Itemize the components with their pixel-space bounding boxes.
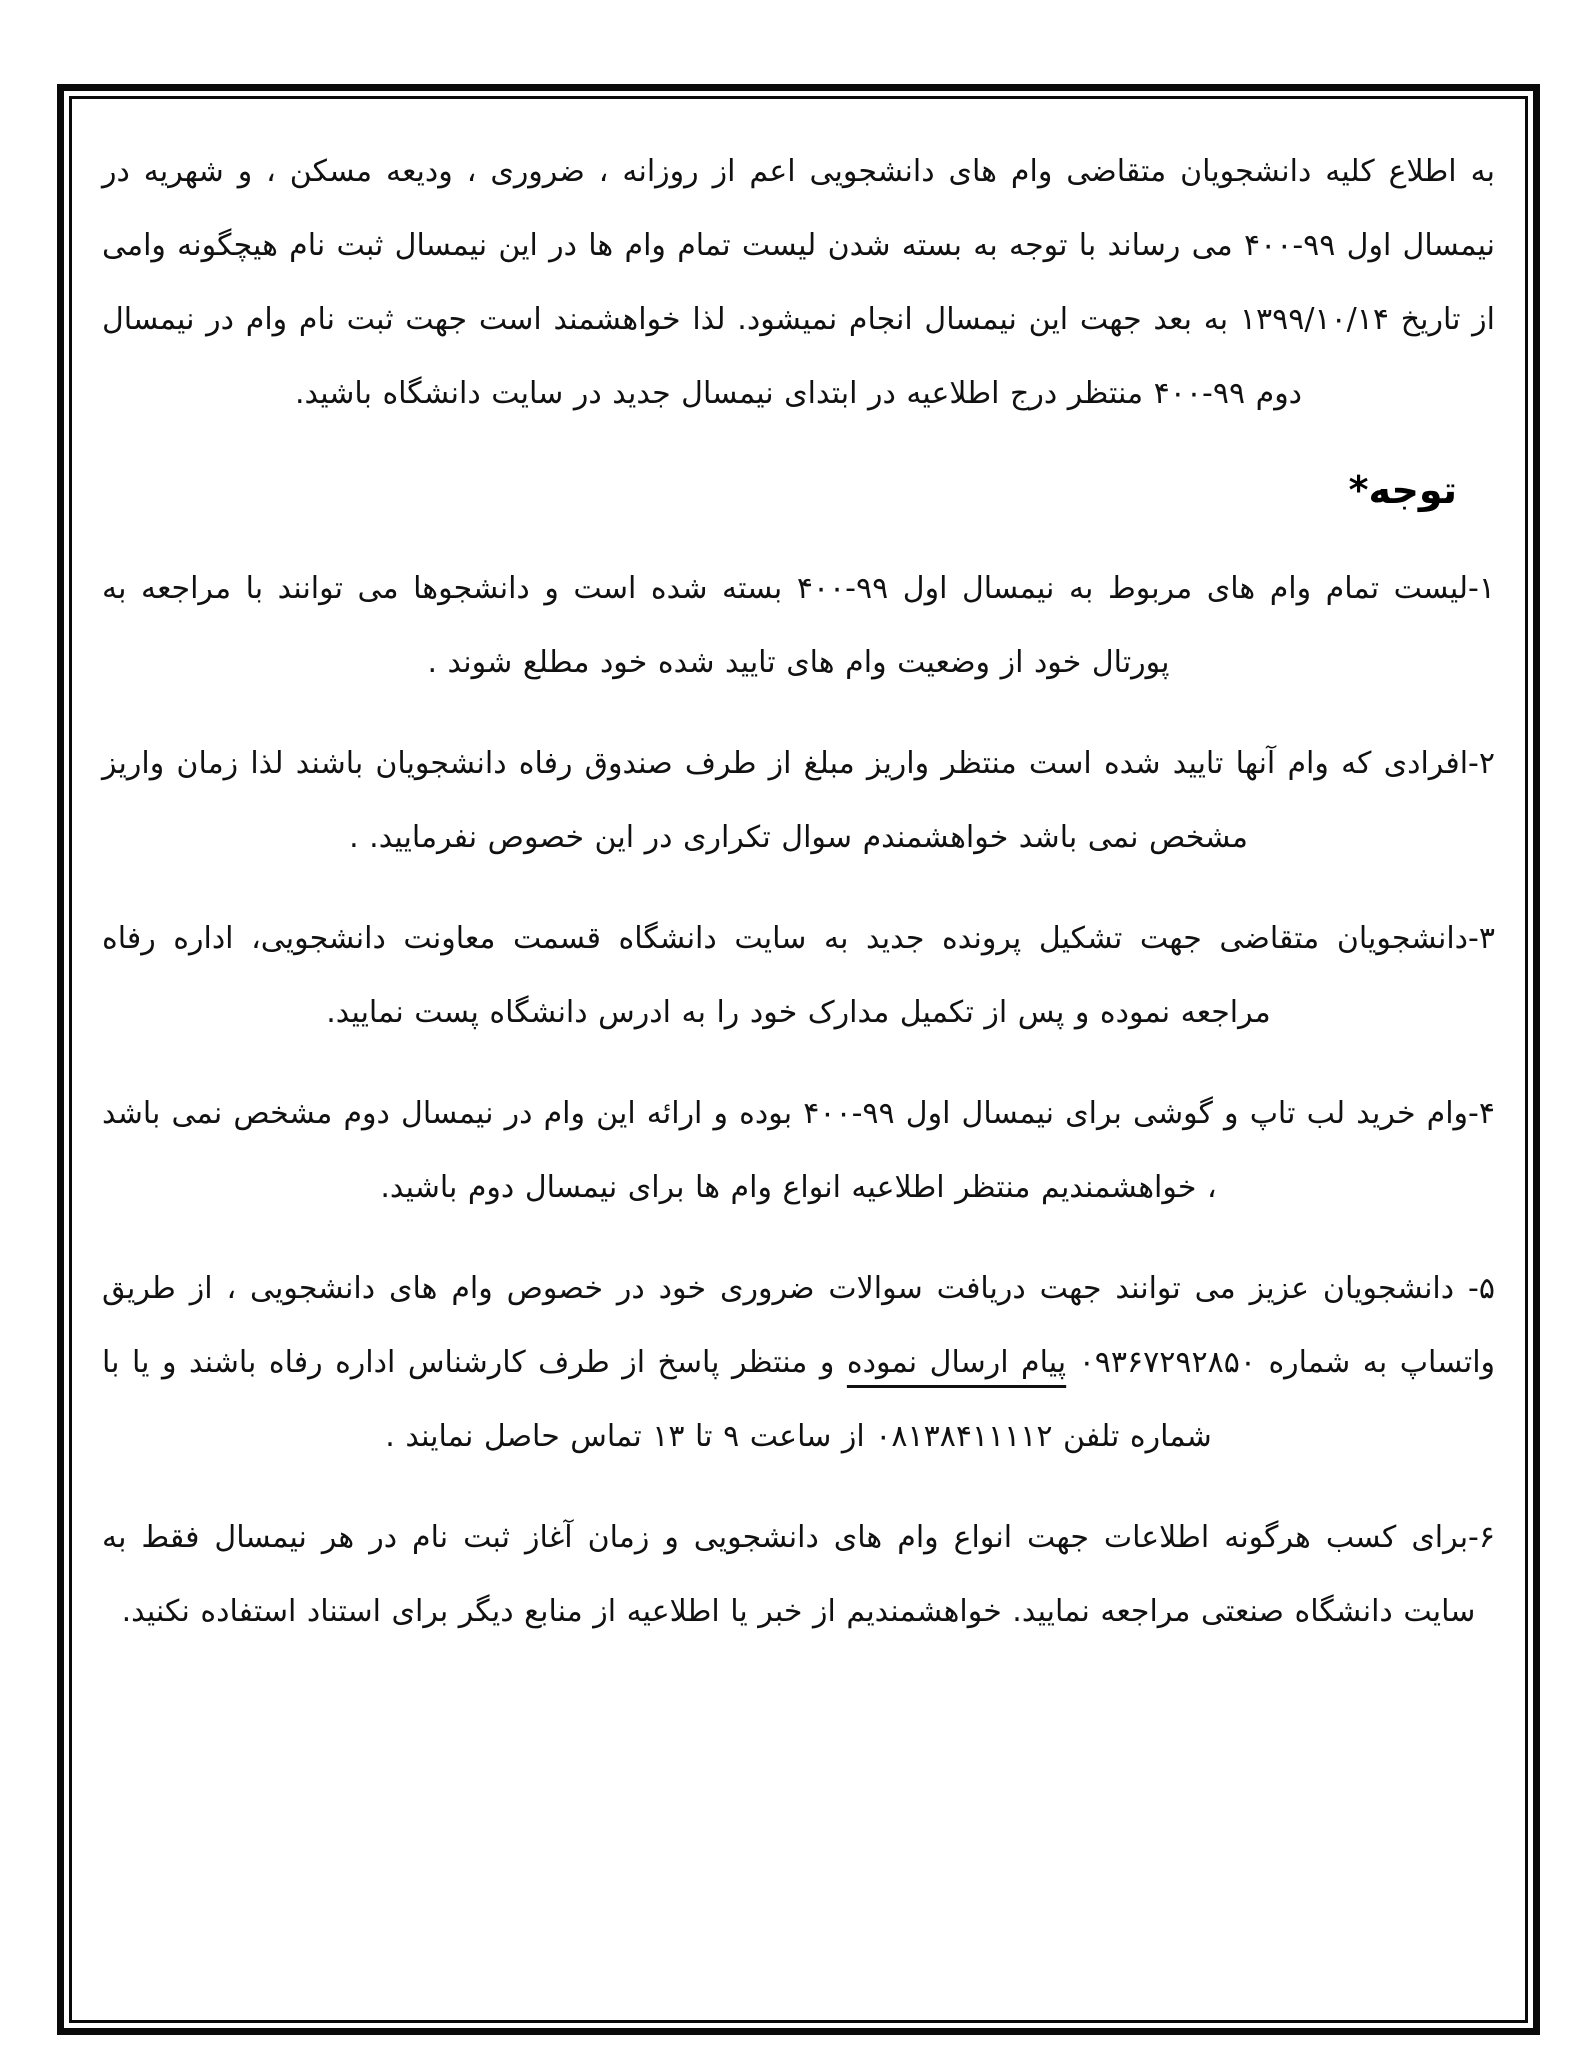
note-heading: توجه* [1348, 468, 1457, 512]
phone-number: ۰۸۱۳۸۴۱۱۱۱۲ [875, 1419, 1053, 1454]
notice-item-1: ۱-لیست تمام وام های مربوط به نیمسال اول ۹۹-۴۰۰ بسته شده است و دانشجوها می توانند با مراجعه به پورتال خود از وضعیت وام های تایید شده خود مطلع شوند . [102, 571, 1495, 680]
notice-item-3: ۳-دانشجویان متقاضی جهت تشکیل پرونده جدید به سایت دانشگاه قسمت معاونت دانشجویی، اداره رفاه مراجعه نموده و پس از تکمیل مدارک خود را به ادرس دانشگاه پست نمایید. [102, 921, 1495, 1030]
notice-item-6: ۶-برای کسب هرگونه اطلاعات جهت انواع وام های دانشجویی و زمان آغاز ثبت نام در هر نیمسال فقط به سایت دانشگاه صنعتی مراجعه نمایید. خواهشمندیم از خبر یا اطلاعیه از منابع دیگر برای استناد استفاده نکنید. [102, 1520, 1495, 1629]
notice-item-5 [102, 1252, 1495, 1474]
notice-item-2: ۲-افرادی که وام آنها تایید شده است منتظر واریز مبلغ از طرف صندوق رفاه دانشجویان باشند لذا زمان واریز مشخص نمی باشد خواهشمندم سوال تکراری در این خصوص نفرمایید. . [102, 746, 1495, 855]
notice-item-4: ۴-وام خرید لب تاپ و گوشی برای نیمسال اول ۹۹-۴۰۰ بوده و ارائه این وام در نیمسال دوم مشخص نمی باشد ، خواهشمندیم منتظر اطلاعیه انواع وام ها برای نیمسال دوم باشید. [102, 1096, 1495, 1205]
page-frame-outer [57, 84, 1540, 2035]
item5-text-middle: و منتظر پاسخ از طرف کارشناس اداره رفاه باشند و یا با شماره تلفن [102, 1345, 1212, 1454]
whatsapp-number: ۰۹۳۶۷۲۹۲۸۵۰ [1078, 1345, 1256, 1380]
page-frame-inner [69, 96, 1528, 2023]
underlined-phrase: پیام ارسال نموده [846, 1345, 1067, 1380]
item5-space [1066, 1345, 1079, 1380]
intro-paragraph: به اطلاع کلیه دانشجویان متقاضی وام های دانشجویی اعم از روزانه ، ضروری ، ودیعه مسکن ، و شهریه در نیمسال اول ۹۹-۴۰۰ می رساند با توجه به بسته شدن لیست تمام وام ها در این نیمسال ثبت نام هیچگونه وامی از تاریخ ۱۳۹۹/۱۰/۱۴ به بعد جهت این نیمسال انجام نمیشود. لذا خواهشمند است جهت ثبت نام وام در نیمسال دوم ۹۹-۴۰۰ منتظر درج اطلاعیه در ابتدای نیمسال جدید در سایت دانشگاه باشید. [102, 154, 1496, 411]
item5-text-end: از ساعت ۹ تا ۱۳ تماس حاصل نمایند . [385, 1419, 876, 1454]
notice-content [102, 135, 1495, 1649]
item5-text-start: ۵- دانشجویان عزیز می توانند جهت دریافت سوالات ضروری خود در خصوص وام های دانشجویی ، از طریق واتساپ به شماره [102, 1271, 1496, 1380]
